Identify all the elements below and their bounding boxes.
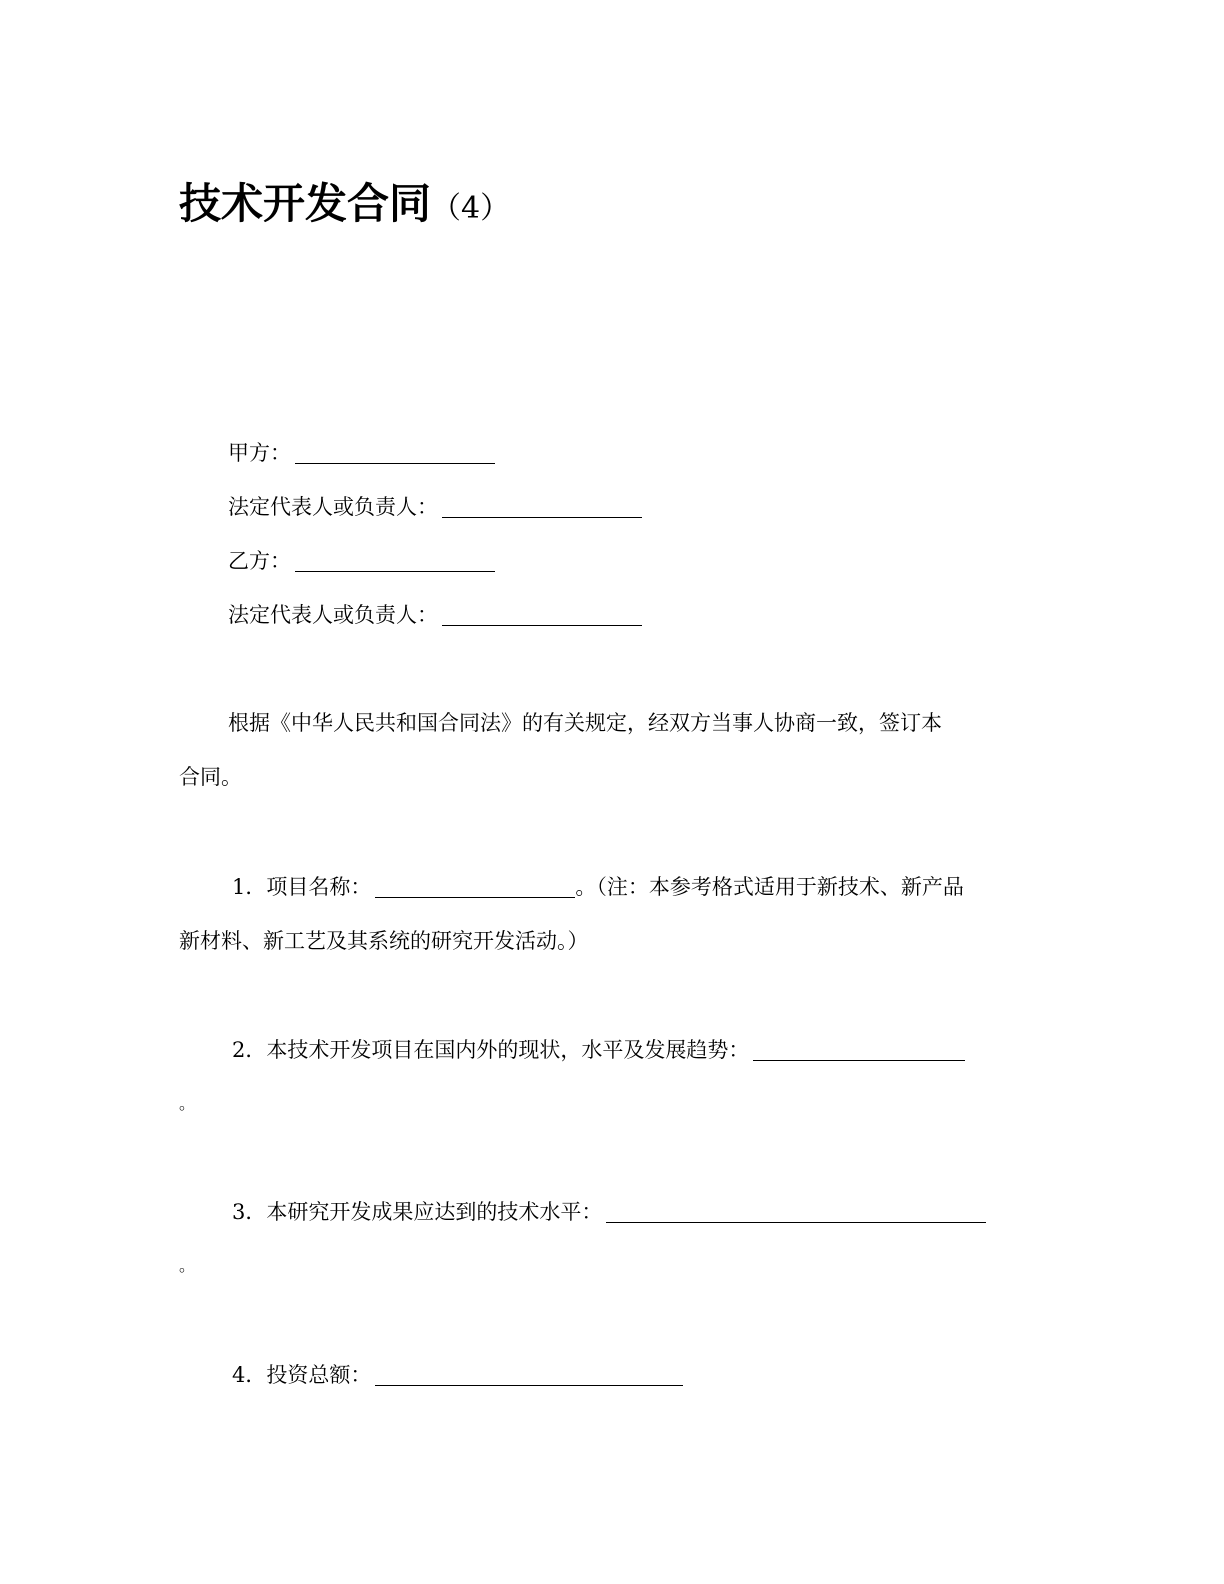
clause-4-row [232, 1360, 683, 1390]
clause-1-label: 项目名称： [266, 875, 372, 899]
party-b-field[interactable] [295, 549, 495, 572]
clause-2-row [232, 1035, 965, 1065]
document-title [179, 176, 510, 237]
party-a-field[interactable] [295, 441, 495, 464]
clause-3-number: 3． [232, 1200, 267, 1224]
clause-2-number: 2． [232, 1038, 267, 1062]
title-suffix: （4） [431, 191, 511, 226]
clause-1-number: 1． [232, 875, 267, 899]
clause-1-row [232, 872, 964, 902]
clause-1-continuation: 新材料、新工艺及其系统的研究开发活动。） [179, 929, 589, 953]
party-b-label: 乙方： [228, 549, 291, 573]
party-b-representative-label: 法定代表人或负责人： [228, 603, 438, 627]
total-investment-field[interactable] [375, 1363, 683, 1386]
party-b-representative-row [228, 600, 642, 630]
status-trend-field[interactable] [753, 1038, 965, 1061]
clause-1-note: 。（注：本参考格式适用于新技术、新产品 [575, 875, 964, 899]
party-a-row [228, 438, 495, 468]
clause-3-row [232, 1197, 986, 1227]
party-a-label: 甲方： [228, 441, 291, 465]
technical-level-field[interactable] [606, 1200, 986, 1223]
project-name-field[interactable] [375, 875, 575, 898]
clause-2-continuation: 。 [179, 1094, 196, 1113]
clause-3-continuation: 。 [179, 1256, 196, 1275]
party-a-representative-label: 法定代表人或负责人： [228, 495, 438, 519]
clause-3-label: 本研究开发成果应达到的技术水平： [266, 1200, 603, 1224]
title-text: 技术开发合同 [179, 179, 432, 228]
clause-4-number: 4． [232, 1363, 267, 1387]
party-a-representative-row [228, 492, 642, 522]
party-b-representative-field[interactable] [442, 603, 642, 626]
clause-4-label: 投资总额： [266, 1363, 372, 1387]
preamble-line-1: 根据《中华人民共和国合同法》的有关规定，经双方当事人协商一致，签订本 [228, 711, 942, 735]
party-b-row [228, 546, 495, 576]
preamble-line-2: 合同。 [179, 765, 242, 789]
clause-2-label: 本技术开发项目在国内外的现状，水平及发展趋势： [266, 1038, 750, 1062]
party-a-representative-field[interactable] [442, 495, 642, 518]
